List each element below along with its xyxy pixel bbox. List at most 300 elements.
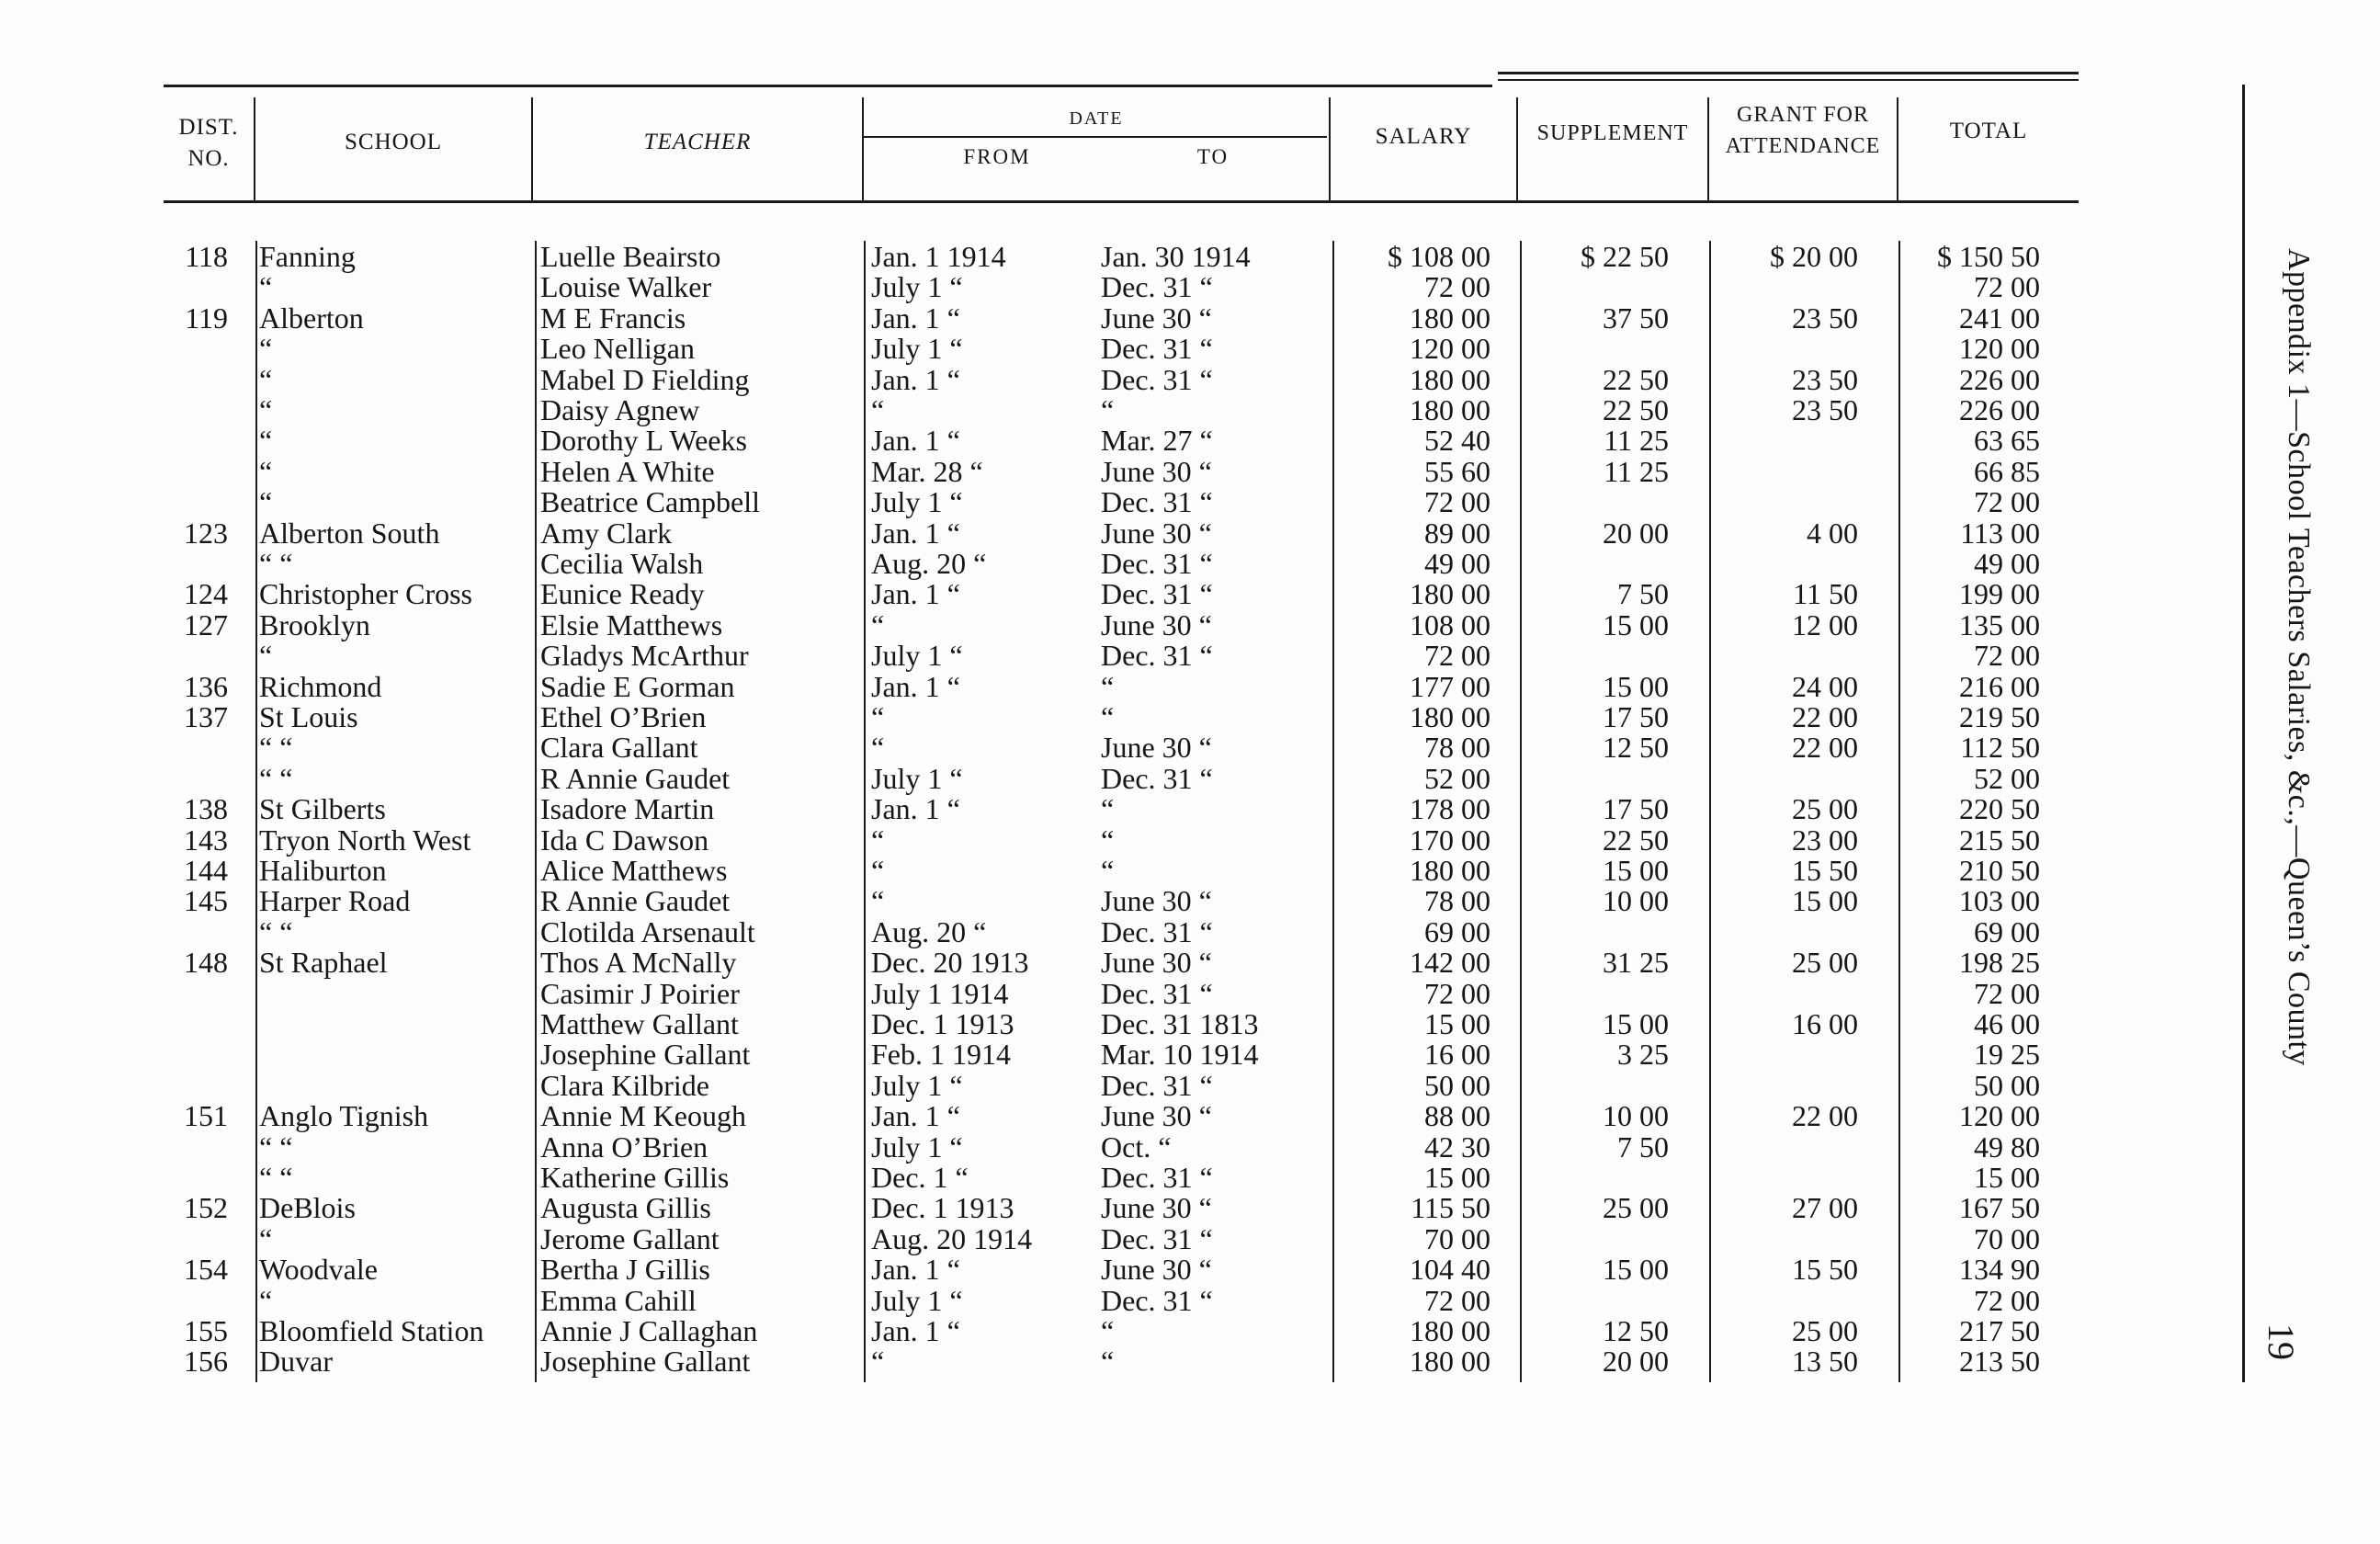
supplement-amount: 37 50: [1603, 301, 1669, 335]
supplement-amount: 12 50: [1603, 1314, 1669, 1347]
teacher-name: Alice Matthews: [540, 854, 728, 887]
total-amount: 70 00: [1974, 1221, 2040, 1255]
teacher-name: Dorothy L Weeks: [540, 424, 747, 458]
grant-amount: 16 00: [1792, 1007, 1858, 1040]
total-amount: 63 65: [1974, 424, 2040, 458]
date-to: Dec. 31 “: [1101, 332, 1213, 366]
date-from: Jan. 1 “: [871, 301, 960, 335]
teacher-name: Eunice Ready: [540, 577, 705, 611]
supplement-amount: 7 50: [1617, 1130, 1669, 1164]
date-from: July 1 “: [871, 270, 963, 304]
salary-amount: 115 50: [1411, 1191, 1490, 1225]
salary-amount: 52 40: [1424, 424, 1490, 458]
grant-amount: 23 00: [1792, 823, 1858, 857]
date-from: “: [871, 823, 885, 857]
date-sub-rule: [864, 136, 1327, 138]
supplement-amount: 15 00: [1603, 854, 1669, 887]
date-to: Dec. 31 “: [1101, 1068, 1213, 1102]
teacher-name: Thos A McNally: [540, 946, 737, 980]
date-to: June 30 “: [1101, 607, 1212, 641]
dist-number: 138: [184, 792, 228, 826]
total-amount: 49 80: [1974, 1130, 2040, 1164]
date-to: Dec. 31 “: [1101, 976, 1213, 1010]
school-name: Christopher Cross: [259, 577, 472, 611]
school-name: “ “: [259, 731, 293, 765]
grant-amount: 23 50: [1792, 301, 1858, 335]
teacher-name: R Annie Gaudet: [540, 884, 731, 918]
school-name: Anglo Tignish: [259, 1099, 429, 1133]
date-from: July 1 “: [871, 761, 963, 795]
salary-amount: 178 00: [1410, 792, 1490, 826]
salary-amount: 88 00: [1424, 1099, 1490, 1133]
school-name: DeBlois: [259, 1191, 356, 1225]
salary-amount: 49 00: [1424, 547, 1490, 580]
date-from: Dec. 1 “: [871, 1161, 969, 1194]
salary-amount: 72 00: [1424, 1283, 1490, 1317]
salary-amount: 72 00: [1424, 639, 1490, 673]
grant-amount: 24 00: [1792, 669, 1858, 703]
grant-amount: 27 00: [1792, 1191, 1858, 1225]
date-to: Jan. 30 1914: [1101, 240, 1251, 273]
dist-number: 136: [184, 669, 228, 703]
date-to: June 30 “: [1101, 1099, 1212, 1133]
supplement-amount: $ 22 50: [1581, 240, 1669, 273]
school-name: Harper Road: [259, 884, 411, 918]
salary-amount: 42 30: [1424, 1130, 1490, 1164]
salary-amount: 180 00: [1410, 1345, 1490, 1379]
teacher-name: M E Francis: [540, 301, 686, 335]
date-to: “: [1101, 700, 1115, 733]
teacher-name: Casimir J Poirier: [540, 976, 740, 1010]
dist-number: 118: [185, 240, 228, 273]
supplement-amount: 15 00: [1603, 1253, 1669, 1287]
dist-number: 152: [184, 1191, 228, 1225]
binding-rule: [2242, 85, 2245, 1382]
date-from: Mar. 28 “: [871, 454, 983, 488]
teacher-name: Luelle Beairsto: [540, 240, 721, 273]
total-amount: 113 00: [1960, 516, 2040, 550]
date-to: Mar. 10 1914: [1101, 1038, 1259, 1072]
supplement-amount: 7 50: [1617, 577, 1669, 611]
salary-amount: 104 40: [1410, 1253, 1490, 1287]
grant-amount: 22 00: [1792, 1099, 1858, 1133]
salary-amount: 15 00: [1424, 1007, 1490, 1040]
page-number: 19: [2261, 1323, 2302, 1360]
salary-amount: 180 00: [1410, 362, 1490, 396]
total-amount: 50 00: [1974, 1068, 2040, 1102]
grant-amount: 25 00: [1792, 946, 1858, 980]
school-name: “: [259, 362, 273, 396]
date-from: “: [871, 607, 885, 641]
school-name: Duvar: [259, 1345, 333, 1379]
supplement-amount: 10 00: [1603, 1099, 1669, 1133]
total-amount: 19 25: [1974, 1038, 2040, 1072]
school-name: “ “: [259, 761, 293, 795]
teacher-name: Louise Walker: [540, 270, 712, 304]
date-to: Mar. 27 “: [1101, 424, 1213, 458]
supplement-amount: 22 50: [1603, 362, 1669, 396]
school-name: Alberton: [259, 301, 364, 335]
date-to: Oct. “: [1101, 1130, 1172, 1164]
dist-number: 145: [184, 884, 228, 918]
top-rule-right-2: [1498, 79, 2079, 81]
salary-amount: 15 00: [1424, 1161, 1490, 1194]
date-from: Jan. 1 “: [871, 1099, 960, 1133]
header-bottom-rule: [164, 200, 2079, 203]
date-from: Jan. 1 “: [871, 669, 960, 703]
teacher-name: Jerome Gallant: [540, 1221, 720, 1255]
header-total: TOTAL: [1949, 119, 2028, 143]
date-to: Dec. 31 “: [1101, 1283, 1213, 1317]
supplement-amount: 20 00: [1603, 516, 1669, 550]
dist-number: 119: [185, 301, 228, 335]
date-to: June 30 “: [1101, 884, 1212, 918]
top-rule-right: [1498, 72, 2079, 74]
school-name: “ “: [259, 1161, 293, 1194]
teacher-name: Emma Cahill: [540, 1283, 697, 1317]
supplement-amount: 11 25: [1604, 424, 1669, 458]
date-from: Dec. 20 1913: [871, 946, 1029, 980]
header-divider: [1897, 97, 1898, 200]
grant-amount: 22 00: [1792, 731, 1858, 765]
date-to: “: [1101, 1345, 1115, 1379]
header-grant: GRANT FOR ATTENDANCE: [1725, 103, 1881, 158]
date-from: “: [871, 393, 885, 426]
school-name: St Raphael: [259, 946, 388, 980]
school-name: “: [259, 639, 273, 673]
salary-amount: 120 00: [1410, 332, 1490, 366]
supplement-amount: 12 50: [1603, 731, 1669, 765]
top-rule-left: [164, 85, 1492, 87]
total-amount: $ 150 50: [1937, 240, 2040, 273]
teacher-name: Josephine Gallant: [540, 1038, 751, 1072]
teacher-name: Clotilda Arsenault: [540, 914, 755, 948]
column-divider: [535, 241, 537, 1382]
dist-number: 156: [184, 1345, 228, 1379]
total-amount: 219 50: [1959, 700, 2040, 733]
school-name: Alberton South: [259, 516, 440, 550]
total-amount: 46 00: [1974, 1007, 2040, 1040]
salary-amount: 78 00: [1424, 731, 1490, 765]
teacher-name: Annie J Callaghan: [540, 1314, 758, 1347]
date-from: Aug. 20 “: [871, 914, 987, 948]
date-from: July 1 “: [871, 332, 963, 366]
grant-amount: 22 00: [1792, 700, 1858, 733]
salary-amount: 69 00: [1424, 914, 1490, 948]
supplement-amount: 31 25: [1603, 946, 1669, 980]
supplement-amount: 22 50: [1603, 393, 1669, 426]
total-amount: 199 00: [1959, 577, 2040, 611]
teacher-name: Clara Gallant: [540, 731, 698, 765]
teacher-name: R Annie Gaudet: [540, 761, 731, 795]
salary-amount: $ 108 00: [1388, 240, 1490, 273]
date-to: “: [1101, 669, 1115, 703]
column-divider: [864, 241, 866, 1382]
total-amount: 72 00: [1974, 976, 2040, 1010]
supplement-amount: 15 00: [1603, 669, 1669, 703]
dist-number: 143: [184, 823, 228, 857]
total-amount: 72 00: [1974, 270, 2040, 304]
school-name: Brooklyn: [259, 607, 370, 641]
teacher-name: Beatrice Campbell: [540, 485, 761, 519]
salary-amount: 72 00: [1424, 270, 1490, 304]
grant-amount: 4 00: [1807, 516, 1858, 550]
header-teacher: TEACHER: [643, 130, 752, 154]
date-from: July 1 “: [871, 639, 963, 673]
teacher-name: Helen A White: [540, 454, 715, 488]
total-amount: 134 90: [1959, 1253, 2040, 1287]
dist-number: 151: [184, 1099, 228, 1133]
date-to: June 30 “: [1101, 454, 1212, 488]
total-amount: 216 00: [1959, 669, 2040, 703]
salary-amount: 78 00: [1424, 884, 1490, 918]
total-amount: 66 85: [1974, 454, 2040, 488]
dist-number: 123: [184, 516, 228, 550]
teacher-name: Sadie E Gorman: [540, 669, 735, 703]
date-from: Jan. 1 “: [871, 577, 960, 611]
date-to: “: [1101, 393, 1115, 426]
total-amount: 15 00: [1974, 1161, 2040, 1194]
dist-number: 148: [184, 946, 228, 980]
supplement-amount: 11 25: [1604, 454, 1669, 488]
teacher-name: Elsie Matthews: [540, 607, 723, 641]
total-amount: 72 00: [1974, 1283, 2040, 1317]
teacher-name: Annie M Keough: [540, 1099, 746, 1133]
supplement-amount: 17 50: [1603, 792, 1669, 826]
salary-amount: 180 00: [1410, 301, 1490, 335]
grant-amount: 25 00: [1792, 792, 1858, 826]
total-amount: 112 50: [1960, 731, 2040, 765]
total-amount: 241 00: [1959, 301, 2040, 335]
date-from: Jan. 1 “: [871, 362, 960, 396]
date-to: Dec. 31 “: [1101, 270, 1213, 304]
date-from: “: [871, 854, 885, 887]
salary-amount: 180 00: [1410, 1314, 1490, 1347]
teacher-name: Cecilia Walsh: [540, 547, 704, 580]
supplement-amount: 25 00: [1603, 1191, 1669, 1225]
date-to: June 30 “: [1101, 1191, 1212, 1225]
date-to: Dec. 31 “: [1101, 1221, 1213, 1255]
header-supplement: SUPPLEMENT: [1536, 121, 1689, 145]
school-name: Bloomfield Station: [259, 1314, 484, 1347]
teacher-name: Amy Clark: [540, 516, 673, 550]
school-name: “: [259, 1283, 273, 1317]
school-name: “ “: [259, 1130, 293, 1164]
column-divider: [255, 241, 257, 1382]
school-name: Tryon North West: [259, 823, 471, 857]
total-amount: 215 50: [1959, 823, 2040, 857]
teacher-name: Clara Kilbride: [540, 1068, 709, 1102]
salary-amount: 72 00: [1424, 976, 1490, 1010]
total-amount: 210 50: [1959, 854, 2040, 887]
teacher-name: Mabel D Fielding: [540, 362, 750, 396]
total-amount: 198 25: [1959, 946, 2040, 980]
total-amount: 49 00: [1974, 547, 2040, 580]
teacher-name: Ethel O’Brien: [540, 700, 707, 733]
date-from: Jan. 1 “: [871, 1253, 960, 1287]
total-amount: 120 00: [1959, 332, 2040, 366]
total-amount: 217 50: [1959, 1314, 2040, 1347]
header-school: SCHOOL: [344, 130, 442, 154]
supplement-amount: 22 50: [1603, 823, 1669, 857]
date-from: Feb. 1 1914: [871, 1038, 1011, 1072]
school-name: Woodvale: [259, 1253, 378, 1287]
school-name: “: [259, 454, 273, 488]
date-to: Dec. 31 “: [1101, 639, 1213, 673]
date-to: Dec. 31 “: [1101, 547, 1213, 580]
school-name: “: [259, 270, 273, 304]
teacher-name: Ida C Dawson: [540, 823, 709, 857]
date-from: Jan. 1 1914: [871, 240, 1006, 273]
teacher-name: Augusta Gillis: [540, 1191, 711, 1225]
date-to: Dec. 31 “: [1101, 362, 1213, 396]
date-from: July 1 1914: [871, 976, 1009, 1010]
total-amount: 72 00: [1974, 485, 2040, 519]
salary-amount: 180 00: [1410, 700, 1490, 733]
school-name: “: [259, 485, 273, 519]
dist-number: 127: [184, 607, 228, 641]
dist-number: 144: [184, 854, 228, 887]
teacher-name: Josephine Gallant: [540, 1345, 751, 1379]
date-to: Dec. 31 “: [1101, 761, 1213, 795]
dist-number: 155: [184, 1314, 228, 1347]
grant-amount: 23 50: [1792, 362, 1858, 396]
date-to: “: [1101, 854, 1115, 887]
date-from: “: [871, 731, 885, 765]
grant-amount: $ 20 00: [1770, 240, 1858, 273]
school-name: Haliburton: [259, 854, 387, 887]
date-from: July 1 “: [871, 485, 963, 519]
salary-amount: 142 00: [1410, 946, 1490, 980]
salary-amount: 177 00: [1410, 669, 1490, 703]
salary-amount: 170 00: [1410, 823, 1490, 857]
date-from: Jan. 1 “: [871, 792, 960, 826]
grant-amount: 12 00: [1792, 607, 1858, 641]
supplement-amount: 17 50: [1603, 700, 1669, 733]
date-to: June 30 “: [1101, 731, 1212, 765]
school-name: Fanning: [259, 240, 356, 273]
total-amount: 69 00: [1974, 914, 2040, 948]
grant-amount: 15 00: [1792, 884, 1858, 918]
salary-amount: 180 00: [1410, 854, 1490, 887]
teacher-name: Isadore Martin: [540, 792, 715, 826]
school-name: “: [259, 1221, 273, 1255]
date-to: Dec. 31 “: [1101, 914, 1213, 948]
date-from: Aug. 20 1914: [871, 1221, 1033, 1255]
date-from: Jan. 1 “: [871, 1314, 960, 1347]
supplement-amount: 15 00: [1603, 607, 1669, 641]
supplement-amount: 10 00: [1603, 884, 1669, 918]
salary-amount: 108 00: [1410, 607, 1490, 641]
school-name: “ “: [259, 547, 293, 580]
teacher-name: Leo Nelligan: [540, 332, 695, 366]
total-amount: 220 50: [1959, 792, 2040, 826]
salary-amount: 180 00: [1410, 577, 1490, 611]
teacher-name: Anna O’Brien: [540, 1130, 708, 1164]
dist-number: 154: [184, 1253, 228, 1287]
total-amount: 226 00: [1959, 362, 2040, 396]
grant-amount: 23 50: [1792, 393, 1858, 426]
grant-amount: 15 50: [1792, 1253, 1858, 1287]
school-name: “: [259, 332, 273, 366]
header-divider: [1516, 97, 1518, 200]
date-to: “: [1101, 792, 1115, 826]
school-name: “: [259, 424, 273, 458]
grant-amount: 13 50: [1792, 1345, 1858, 1379]
salary-amount: 72 00: [1424, 485, 1490, 519]
date-to: Dec. 31 “: [1101, 577, 1213, 611]
date-from: Dec. 1 1913: [871, 1191, 1014, 1225]
header-date: DATE: [1069, 108, 1124, 129]
header-from: FROM: [963, 145, 1031, 168]
school-name: Richmond: [259, 669, 382, 703]
total-amount: 167 50: [1959, 1191, 2040, 1225]
grant-amount: 11 50: [1793, 577, 1858, 611]
total-amount: 52 00: [1974, 761, 2040, 795]
teacher-name: Daisy Agnew: [540, 393, 700, 426]
school-name: St Gilberts: [259, 792, 386, 826]
column-divider: [1709, 241, 1711, 1382]
date-from: Jan. 1 “: [871, 424, 960, 458]
date-from: July 1 “: [871, 1068, 963, 1102]
date-to: Dec. 31 “: [1101, 1161, 1213, 1194]
salary-amount: 70 00: [1424, 1221, 1490, 1255]
dist-number: 137: [184, 700, 228, 733]
supplement-amount: 3 25: [1617, 1038, 1669, 1072]
header-to: TO: [1196, 145, 1230, 168]
date-to: Dec. 31 “: [1101, 485, 1213, 519]
school-name: St Louis: [259, 700, 358, 733]
total-amount: 103 00: [1959, 884, 2040, 918]
teacher-name: Katherine Gillis: [540, 1161, 730, 1194]
school-name: “ “: [259, 914, 293, 948]
teacher-name: Matthew Gallant: [540, 1007, 739, 1040]
date-to: June 30 “: [1101, 946, 1212, 980]
school-name: “: [259, 393, 273, 426]
column-divider: [1520, 241, 1522, 1382]
date-from: “: [871, 700, 885, 733]
total-amount: 72 00: [1974, 639, 2040, 673]
column-divider: [1332, 241, 1334, 1382]
date-to: June 30 “: [1101, 301, 1212, 335]
salary-amount: 16 00: [1424, 1038, 1490, 1072]
total-amount: 213 50: [1959, 1345, 2040, 1379]
date-to: “: [1101, 823, 1115, 857]
dist-number: 124: [184, 577, 228, 611]
appendix-title: Appendix 1—School Teachers Salaries, &c.,—Queen’s County: [2282, 248, 2316, 1066]
column-divider: [1898, 241, 1900, 1382]
salary-amount: 180 00: [1410, 393, 1490, 426]
header-dist-no: DIST. NO.: [178, 115, 239, 171]
date-from: Dec. 1 1913: [871, 1007, 1014, 1040]
date-to: June 30 “: [1101, 1253, 1212, 1287]
date-from: Jan. 1 “: [871, 516, 960, 550]
date-to: Dec. 31 1813: [1101, 1007, 1259, 1040]
date-to: June 30 “: [1101, 516, 1212, 550]
salary-amount: 50 00: [1424, 1068, 1490, 1102]
total-amount: 120 00: [1959, 1099, 2040, 1133]
grant-amount: 15 50: [1792, 854, 1858, 887]
date-from: July 1 “: [871, 1283, 963, 1317]
date-to: “: [1101, 1314, 1115, 1347]
supplement-amount: 15 00: [1603, 1007, 1669, 1040]
salary-amount: 89 00: [1424, 516, 1490, 550]
salary-amount: 55 60: [1424, 454, 1490, 488]
date-from: “: [871, 1345, 885, 1379]
total-amount: 226 00: [1959, 393, 2040, 426]
teacher-name: Gladys McArthur: [540, 639, 749, 673]
date-from: July 1 “: [871, 1130, 963, 1164]
